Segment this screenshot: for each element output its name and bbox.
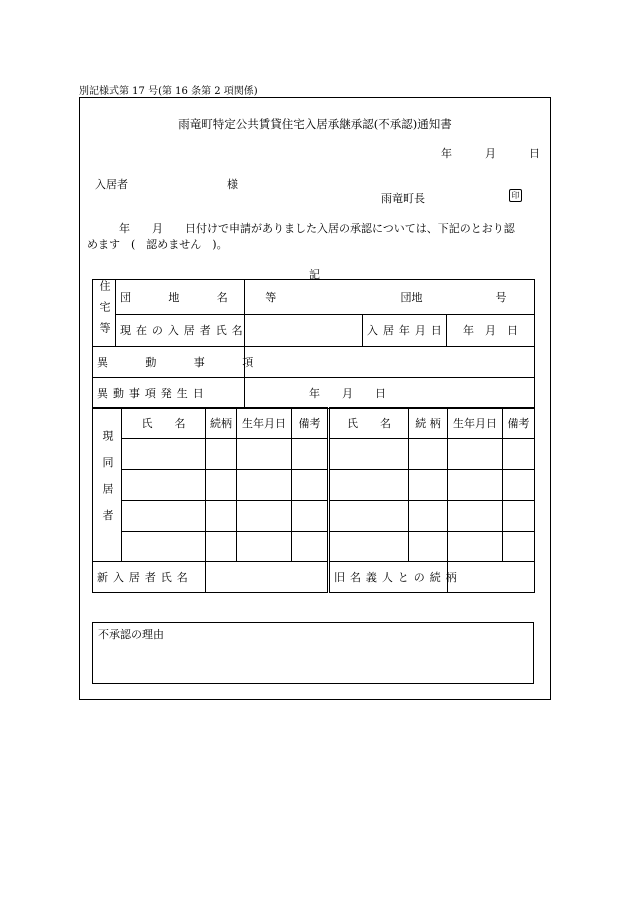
- relation-label: 旧名義人との続柄: [329, 562, 448, 593]
- cell[interactable]: [409, 470, 448, 501]
- col-relation-right: 続 柄: [409, 408, 448, 439]
- cell[interactable]: [206, 439, 237, 470]
- cohabitants-table: [92, 407, 535, 593]
- cell[interactable]: [292, 532, 329, 562]
- new-resident-value[interactable]: [206, 562, 329, 593]
- col-remarks-right: 備考: [503, 408, 535, 439]
- col-name: 氏 名: [122, 408, 206, 439]
- cell[interactable]: [329, 501, 409, 532]
- move-in-date-value[interactable]: 年 月 日: [447, 314, 535, 346]
- new-resident-label: 新入居者氏名: [93, 562, 206, 593]
- seal-icon: 印: [509, 189, 522, 202]
- table-row: [93, 501, 535, 532]
- body-text-line1: 年 月 日付けで申請がありました入居の承認については、下記のとおり認: [119, 222, 515, 235]
- cell[interactable]: [448, 501, 503, 532]
- current-resident-label: 現在の入居者氏名: [116, 314, 245, 346]
- cell[interactable]: [122, 439, 206, 470]
- cell[interactable]: [292, 501, 329, 532]
- housing-table: [92, 279, 535, 409]
- cell[interactable]: [409, 501, 448, 532]
- cell[interactable]: [122, 501, 206, 532]
- body-text-line2: めます ( 認めません )。: [87, 238, 228, 251]
- col-name-right: 氏 名: [329, 408, 409, 439]
- date-year: 年: [441, 147, 452, 160]
- col-remarks: 備考: [292, 408, 329, 439]
- change-date-value[interactable]: 年 月 日: [245, 377, 535, 408]
- cell[interactable]: [503, 470, 535, 501]
- housing-label-cell: [93, 280, 116, 347]
- date-month: 月: [485, 147, 496, 160]
- table-row: [93, 532, 535, 562]
- change-date-label: 異動事項発生日: [93, 377, 245, 408]
- table-row: [93, 470, 535, 501]
- change-item-value[interactable]: [245, 346, 535, 377]
- cell[interactable]: [237, 470, 292, 501]
- number-suffix: 号: [495, 290, 507, 304]
- col-birthdate: 生年月日: [237, 408, 292, 439]
- date-line: [441, 145, 540, 161]
- cell[interactable]: [237, 532, 292, 562]
- cell[interactable]: [503, 439, 535, 470]
- housing-label: 住宅等: [98, 280, 111, 343]
- cohabitants-label: 現同居者: [101, 430, 114, 536]
- cell[interactable]: [409, 439, 448, 470]
- cell[interactable]: [292, 470, 329, 501]
- cell[interactable]: [409, 532, 448, 562]
- cell[interactable]: [329, 532, 409, 562]
- cell[interactable]: [448, 439, 503, 470]
- date-day: 日: [529, 147, 540, 160]
- cell[interactable]: [206, 470, 237, 501]
- cell[interactable]: [503, 532, 535, 562]
- table-row: [93, 439, 535, 470]
- document-title: 雨竜町特定公共賃貸住宅入居承継承認(不承認)通知書: [178, 117, 452, 131]
- move-in-date-label: 入居年月日: [363, 314, 447, 346]
- col-relation: 続柄: [206, 408, 237, 439]
- complex-name-value-cell[interactable]: [245, 280, 535, 315]
- cell[interactable]: [206, 501, 237, 532]
- complex-name-label: 団 地 名 等: [116, 280, 245, 315]
- cohabitants-label-cell: [93, 408, 122, 562]
- cell[interactable]: [448, 470, 503, 501]
- current-resident-value[interactable]: [245, 314, 363, 346]
- cell[interactable]: [206, 532, 237, 562]
- cell[interactable]: [237, 501, 292, 532]
- cell[interactable]: [237, 439, 292, 470]
- reason-label: 不承認の理由: [98, 628, 164, 641]
- cell[interactable]: [122, 532, 206, 562]
- cell[interactable]: [448, 532, 503, 562]
- complex-value: 団地: [400, 290, 423, 304]
- cell[interactable]: [122, 470, 206, 501]
- recipient-label: 入居者: [95, 178, 128, 191]
- note-heading: 記: [309, 268, 320, 281]
- change-item-label: 異 動 事 項: [93, 346, 245, 377]
- cell[interactable]: [503, 501, 535, 532]
- cell[interactable]: [292, 439, 329, 470]
- issuer-name: 雨竜町長: [381, 192, 425, 205]
- reason-box[interactable]: [92, 622, 534, 684]
- col-birthdate-right: 生年月日: [448, 408, 503, 439]
- form-number: 別記様式第 17 号(第 16 条第 2 項関係): [79, 86, 258, 97]
- honorific: 様: [227, 178, 238, 191]
- cell[interactable]: [329, 439, 409, 470]
- cell[interactable]: [329, 470, 409, 501]
